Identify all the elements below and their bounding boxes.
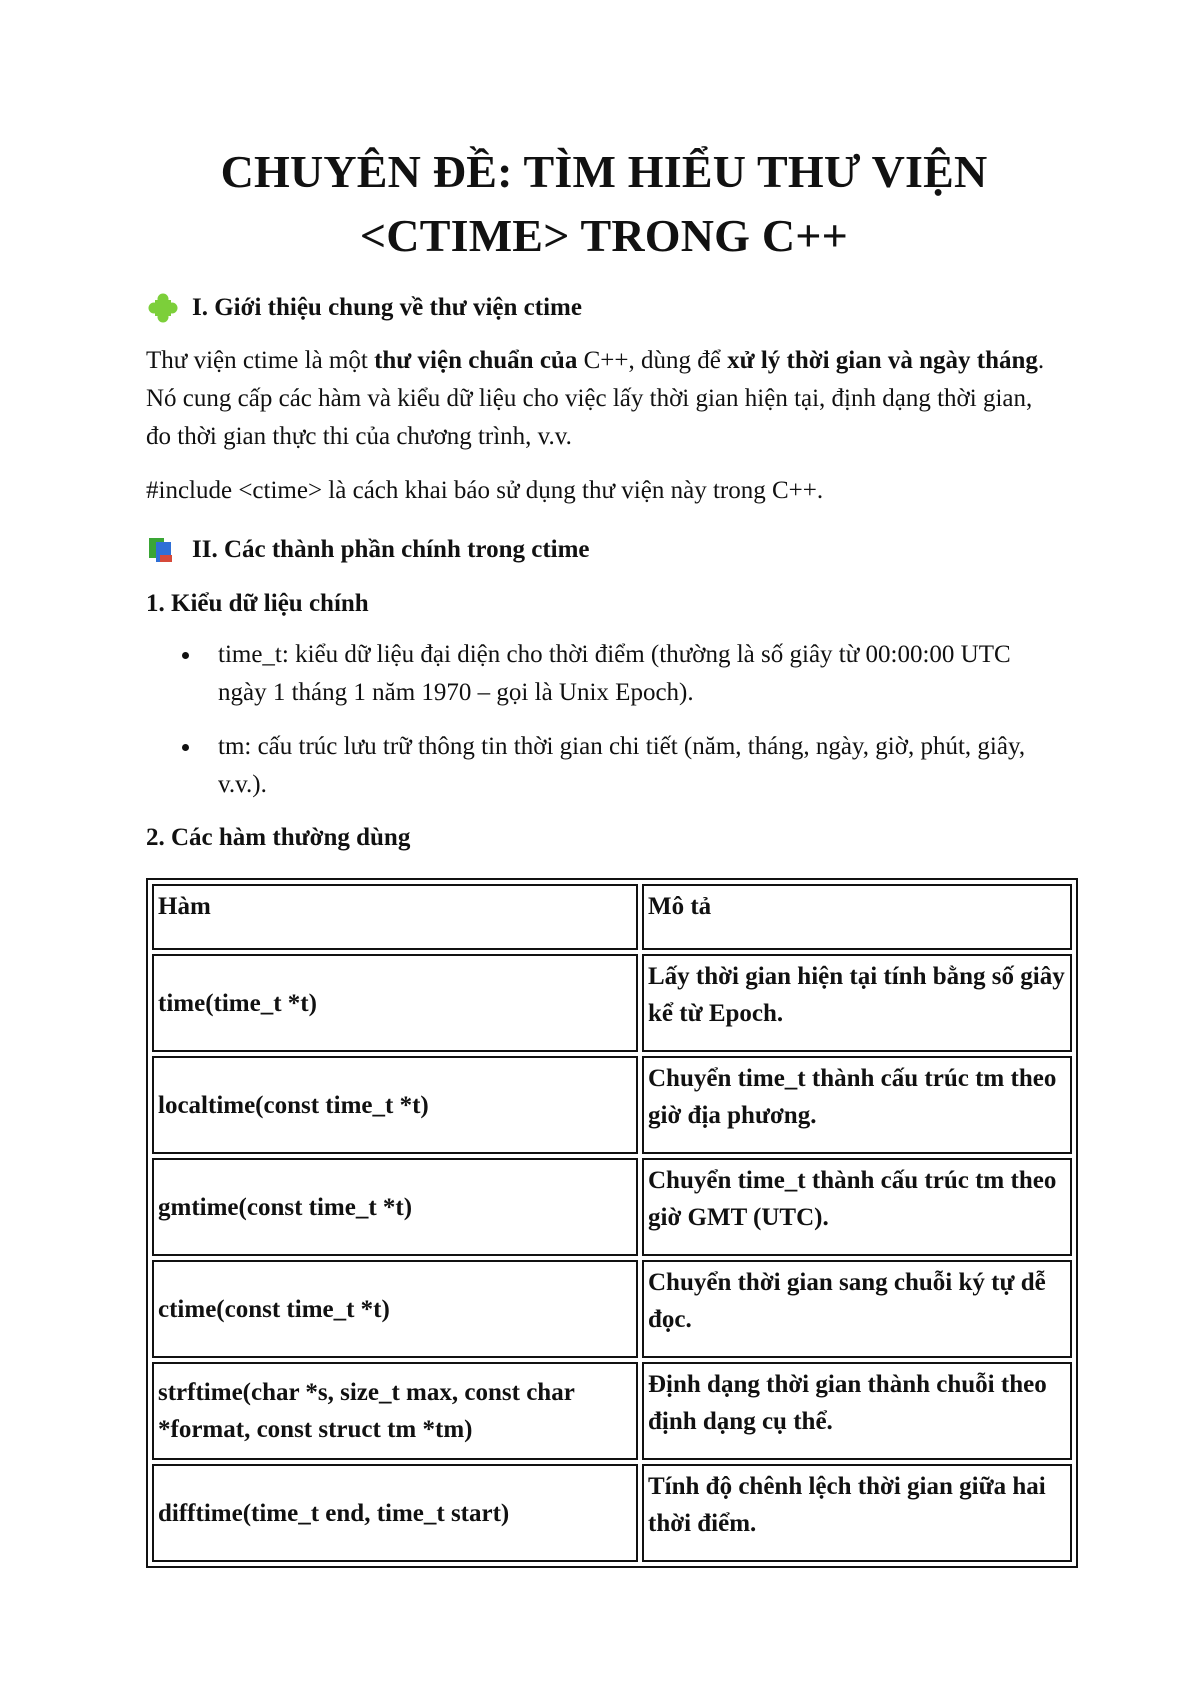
list-item-text: tm: cấu trúc lưu trữ thông tin thời gian chi tiết (năm, tháng, ngày, giờ, phút, giây, v.v.). [218,733,1026,798]
document-title [146,140,1062,268]
table-row [152,1464,1072,1562]
table-row [152,1362,1072,1460]
function-cell: time(time_t *t) [152,954,638,1052]
bold-text-run: xử lý thời gian và ngày tháng [727,347,1038,374]
table-header-cell: Hàm [152,884,638,950]
description-cell: Chuyển time_t thành cấu trúc tm theo giờ GMT (UTC). [642,1158,1072,1256]
section-1-title: I. Giới thiệu chung về thư viện ctime [192,294,582,321]
bullet-icon [182,652,189,659]
text-run: . Nó cung cấp các hàm và kiểu dữ liệu cho việc lấy thời gian hiện tại, định dạng thời gian, đo thời gian thực thi của chương trình, v.v. [146,347,1045,450]
table-row [152,1056,1072,1154]
bold-text-run: thư viện chuẩn của [374,347,578,374]
function-cell: difftime(time_t end, time_t start) [152,1464,638,1562]
document-page [146,140,1065,1568]
books-icon [146,535,180,565]
list-item [218,728,1062,804]
description-cell: Chuyển time_t thành cấu trúc tm theo giờ địa phương. [642,1056,1072,1154]
text-run: Thư viện ctime là một [146,347,375,374]
bullet-icon [182,744,189,751]
table-row [152,1158,1072,1256]
section-2-title: II. Các thành phần chính trong ctime [192,536,590,563]
title-line-1: CHUYÊN ĐỀ: TÌM HIỂU THƯ VIỆN [220,146,988,197]
subheading-data-types: 1. Kiểu dữ liệu chính [146,590,369,617]
table-header-row [152,884,1072,950]
description-cell: Chuyển thời gian sang chuỗi ký tự dễ đọc. [642,1260,1072,1358]
list-item-text: time_t: kiểu dữ liệu đại diện cho thời điểm (thường là số giây từ 00:00:00 UTC ngày 1 tháng 1 năm 1970 – gọi là Unix Epoch). [218,641,1011,706]
data-types-list [146,636,1062,804]
function-cell: ctime(const time_t *t) [152,1260,638,1358]
description-cell: Định dạng thời gian thành chuỗi theo định dạng cụ thể. [642,1362,1072,1460]
section-2-heading [146,532,1062,568]
list-item [218,636,1062,712]
title-line-2: <CTIME> TRONG C++ [359,210,849,261]
subheading-common-functions: 2. Các hàm thường dùng [146,824,411,851]
puzzle-icon [146,293,180,323]
table-row [152,954,1072,1052]
intro-paragraph [146,342,1062,456]
description-cell: Lấy thời gian hiện tại tính bằng số giây kể từ Epoch. [642,954,1072,1052]
description-cell: Tính độ chênh lệch thời gian giữa hai thời điểm. [642,1464,1072,1562]
function-cell: strftime(char *s, size_t max, const char *format, const struct tm *tm) [152,1362,638,1460]
function-cell: gmtime(const time_t *t) [152,1158,638,1256]
table-header-cell: Mô tả [642,884,1072,950]
include-paragraph: #include <ctime> là cách khai báo sử dụng thư viện này trong C++. [146,477,824,504]
text-run: C++, dùng để [577,347,728,374]
functions-table [146,878,1078,1568]
table-row [152,1260,1072,1358]
section-1-heading [146,290,1062,326]
function-cell: localtime(const time_t *t) [152,1056,638,1154]
